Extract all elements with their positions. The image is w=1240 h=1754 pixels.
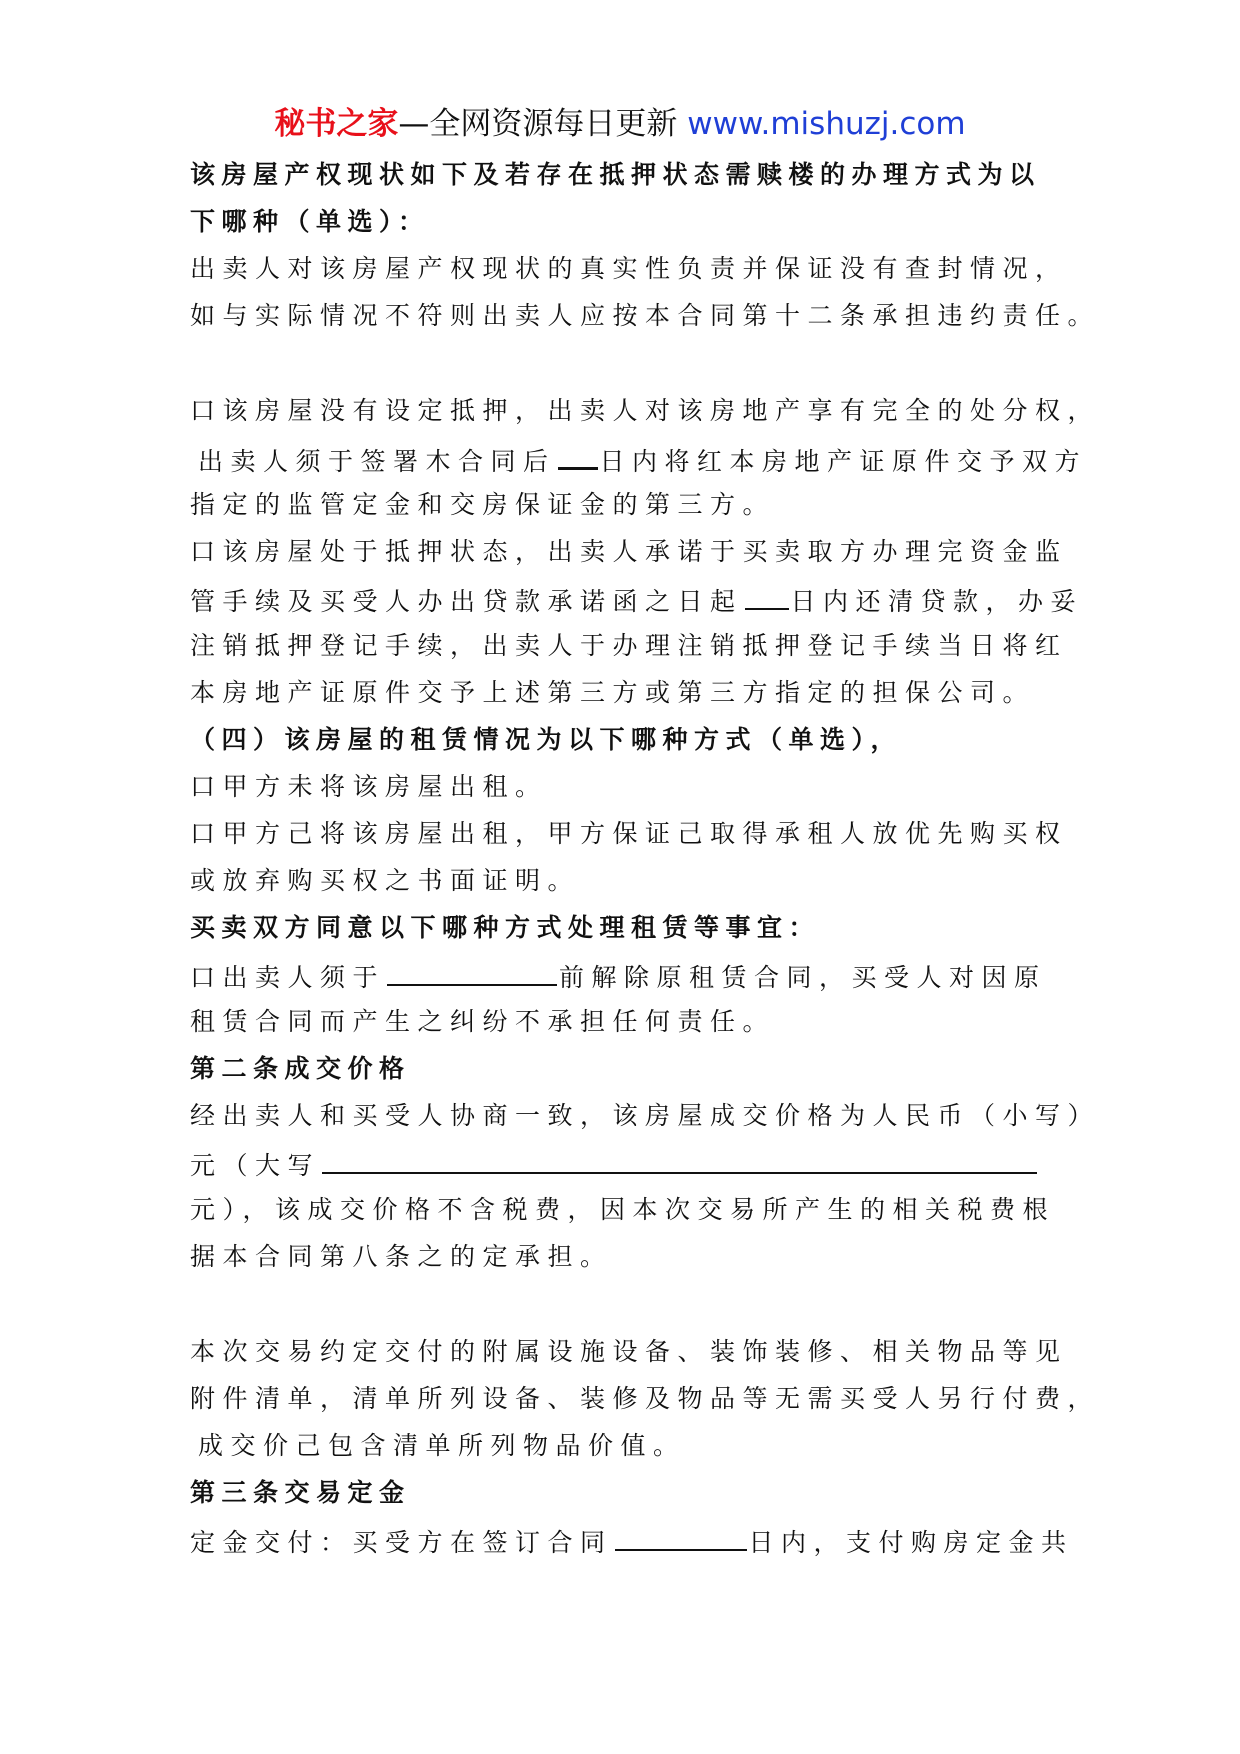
heading-property-status-cont: 下哪种（单选）： [190,207,430,236]
days-blank-field[interactable] [615,1523,747,1551]
paragraph-line: 或放弃购买权之书面证明。 [190,866,581,895]
line-text: 出卖人须于签署木合同后 [198,447,556,476]
paragraph-line: 出卖人对该房屋产权现状的真实性负责并保证没有查封情况， [190,254,1068,283]
line-text: 日内，支付购房定金共 [748,1528,1074,1557]
article-3-title: 第三条交易定金 [190,1478,411,1507]
heading-lease-status: （四）该房屋的租赁情况为以下哪种方式（单选）， [190,725,903,754]
line-text: 日内将红本房地产证原件交予双方 [599,447,1088,476]
article-2-title: 第二条成交价格 [190,1054,411,1083]
option-leased: 口甲方己将该房屋出租，甲方保证己取得承租人放优先购买权 [190,819,1068,848]
option-mortgaged: 口该房屋处于抵押状态，出卖人承诺于买卖取方办理完资金监 [190,537,1068,566]
paragraph-line: 本次交易约定交付的附属设施设备、装饰装修、相关物品等见 [190,1337,1068,1366]
price-words-blank-field[interactable] [322,1146,1037,1174]
page-header [0,104,1240,144]
days-blank-field[interactable] [558,441,598,470]
price-words-line [190,1146,1060,1183]
deposit-line [190,1523,1074,1560]
option-terminate-lease [190,958,1060,995]
paragraph-line: 经出卖人和买受人协商一致，该房屋成交价格为人民币（小写） [190,1101,1101,1130]
line-text: 定金交付：买受方在签订合同 [190,1528,613,1557]
days-blank-field[interactable] [745,582,789,610]
date-blank-field[interactable] [387,958,557,986]
paragraph-line: 注销抵押登记手续，出卖人于办理注销抵押登记手续当日将红 [190,631,1068,660]
heading-lease-handling: 买卖双方同意以下哪种方式处理租赁等事宜： [190,913,821,942]
paragraph-line: 如与实际情况不符则出卖人应按本合同第十二条承担违约责任。 [190,301,1101,330]
brand-name: 秘书之家 [274,106,399,142]
line-text: 日内还清贷款，办妥 [790,587,1084,616]
paragraph-line [190,582,1084,619]
option-no-mortgage: 口该房屋没有设定抵押，出卖人对该房地产享有完全的处分权， [190,396,1101,425]
line-text: 管手续及买受人办出贷款承诺函之日起 [190,587,743,616]
paragraph-line [198,441,1088,479]
paragraph-line: 本房地产证原件交予上述第三方或第三方指定的担保公司。 [190,678,1036,707]
line-text: 前解除原租赁合同，买受人对因原 [559,963,1047,992]
paragraph-line: 据本合同第八条之的定承担。 [190,1242,613,1271]
website-link[interactable]: www.mishuzj.com [687,106,966,142]
heading-property-status: 该房屋产权现状如下及若存在抵押状态需赎楼的办理方式为以 [190,160,1041,189]
paragraph-line: 成交价己包含清单所列物品价值。 [198,1431,686,1460]
paragraph-line: 元），该成交价格不含税费，因本次交易所产生的相关税费根 [190,1195,1056,1224]
line-text: 口出卖人须于 [190,963,386,992]
line-text: 元（大写 [190,1151,321,1180]
paragraph-line: 附件清单，清单所列设备、装修及物品等无需买受人另行付费， [190,1384,1101,1413]
header-tagline: —全网资源每日更新 [398,106,688,142]
paragraph-line: 指定的监管定金和交房保证金的第三方。 [190,490,776,519]
paragraph-line: 租赁合同而产生之纠纷不承担任何责任。 [190,1007,776,1036]
option-not-leased: 口甲方未将该房屋出租。 [190,772,548,801]
